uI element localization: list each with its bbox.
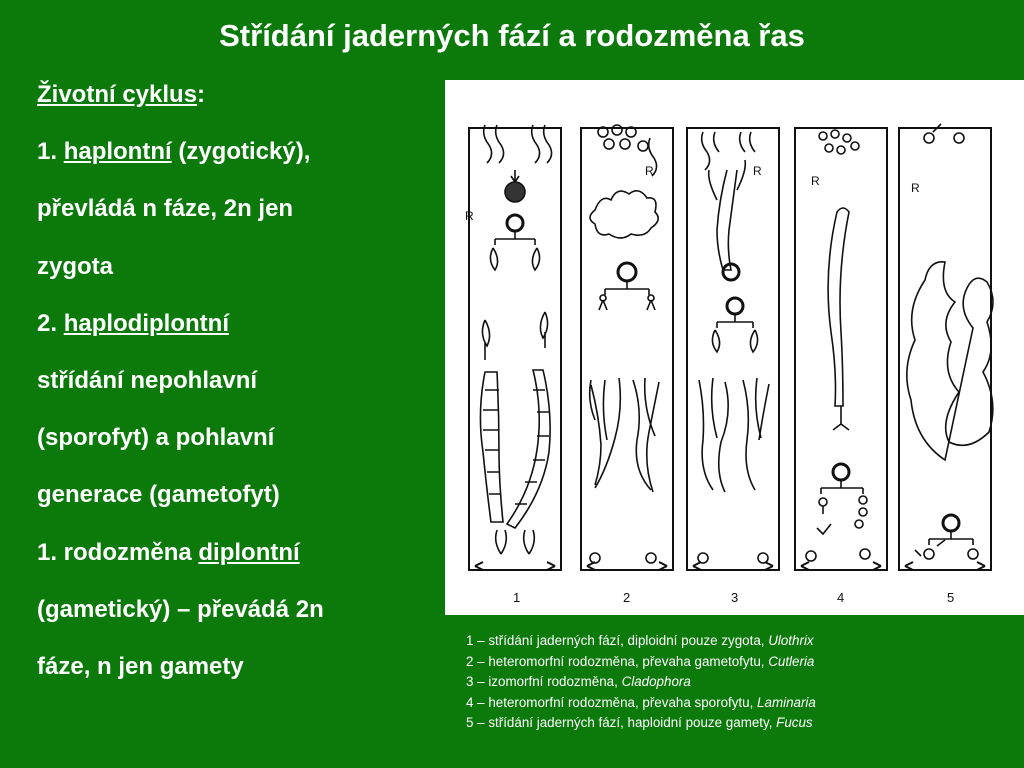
item-1-line (37, 123, 477, 180)
panel-2-label: 2 (623, 590, 631, 605)
text-line-4: zygota (37, 252, 114, 280)
panel-3-drawing (698, 132, 769, 563)
slide-title: Střídání jaderných fází a rodozměna řas (219, 18, 805, 53)
caption-line-2 (466, 652, 1006, 673)
text-line-8: generace (gametofyt) (37, 481, 280, 509)
panel-1-drawing (480, 125, 551, 554)
caption-line-1 (466, 631, 1006, 652)
item-3-line (37, 524, 477, 581)
figure-caption (466, 631, 1006, 734)
panel-5-r-label: R (911, 181, 920, 195)
item-2-term: haplodiplontní (63, 309, 229, 337)
item-1-number: 1. (37, 138, 58, 166)
item-3-term: diplontní (198, 538, 300, 566)
text-line-10: (gametický) – převádá 2n (37, 595, 324, 623)
panel-4-frame (795, 128, 887, 570)
panel-3-r-label: R (753, 164, 762, 178)
panel-1-r-label: R (465, 209, 474, 223)
text-line-3: převládá n fáze, 2n jen (37, 195, 294, 223)
text-line-7: (sporofyt) a pohlavní (37, 424, 275, 452)
panel-4-r-label: R (811, 174, 820, 188)
caption-species-3: Cladophora (621, 674, 691, 689)
panel-2-frame (581, 128, 673, 570)
life-cycle-diagram (445, 80, 1024, 615)
text-line-6: střídání nepohlavní (37, 366, 258, 394)
item-1-term: haplontní (63, 138, 172, 166)
panel-2-r-label: R (645, 164, 654, 178)
caption-species-2: Cutleria (768, 653, 815, 669)
item-2-line (37, 295, 477, 352)
caption-species-1: Ulothrix (768, 633, 814, 648)
panel-4-label: 4 (837, 590, 845, 605)
text-line-11: fáze, n jen gamety (37, 652, 244, 680)
item-3-prefix: 1. rodozměna (37, 538, 192, 566)
caption-text-3: 3 – izomorfní rodozměna, (466, 674, 622, 689)
item-2-number: 2. (37, 309, 58, 337)
caption-text-2: 2 – heteromorfní rodozměna, převaha gametofytu, (466, 653, 769, 669)
caption-text-1: 1 – střídání jaderných fází, diploidní pouze zygota, (466, 633, 769, 648)
life-cycle-figure (445, 80, 1024, 615)
panel-5-label: 5 (947, 590, 955, 605)
caption-species-5: Fucus (776, 715, 813, 730)
caption-line-4 (466, 693, 1006, 714)
caption-line-3 (466, 672, 1006, 693)
caption-species-4: Laminaria (757, 694, 816, 710)
heading-line (37, 66, 477, 123)
panel-3-label: 3 (731, 590, 739, 605)
caption-line-5 (466, 713, 1006, 734)
panel-2-drawing (590, 125, 659, 563)
item-1-rest: (zygotický), (178, 138, 311, 166)
slide-body-text (37, 66, 477, 695)
panel-4-drawing (806, 130, 870, 561)
caption-text-5: 5 – střídání jaderných fází, haploidní pouze gamety, (466, 715, 777, 730)
panel-1-label: 1 (513, 590, 521, 605)
life-cycle-heading: Životní cyklus (37, 81, 198, 108)
panel-5-drawing (907, 124, 993, 559)
caption-text-4: 4 – heteromorfní rodozměna, převaha sporofytu, (466, 694, 758, 710)
heading-colon: : (197, 81, 206, 108)
